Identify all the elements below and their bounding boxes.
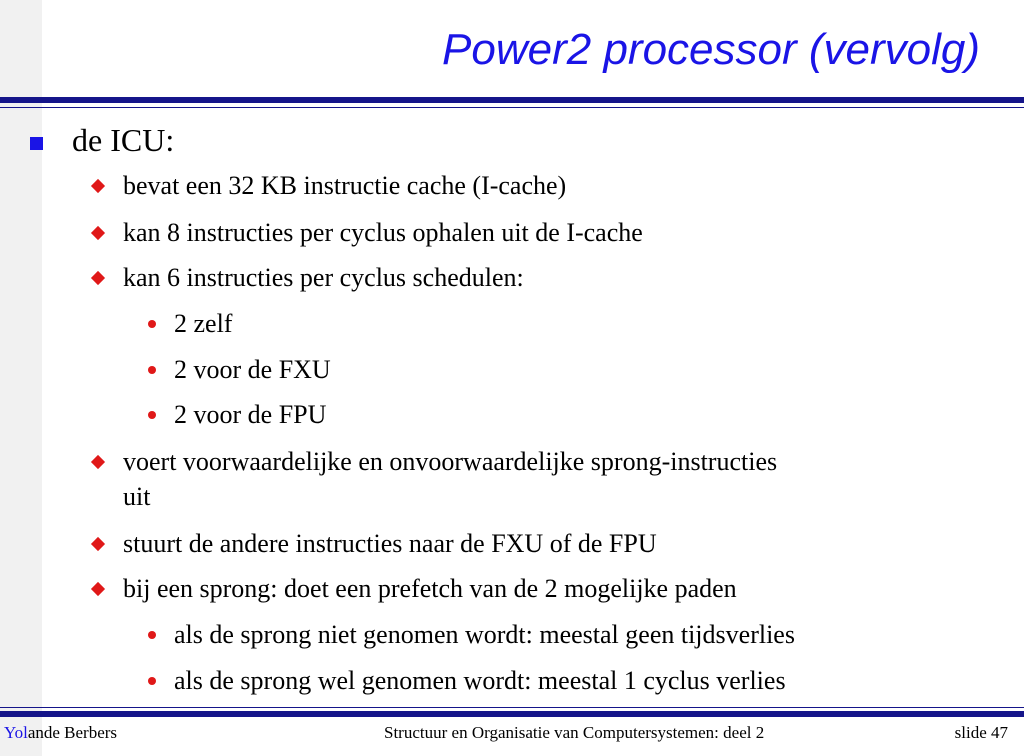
footer-course-title: Structuur en Organisatie van Computersystemen: deel 2 [384,723,765,742]
square-bullet-icon [30,137,43,150]
footer-author [4,722,117,744]
dot-bullet-icon [148,411,156,419]
dot-bullet-icon [148,677,156,685]
dot-bullet-icon [148,631,156,639]
diamond-bullet-icon [91,455,105,469]
diamond-bullet-icon [91,226,105,240]
diamond-bullet-icon [91,582,105,596]
slide-title: Power2 processor (vervolg) [442,25,980,74]
sub-bullet-item: 2 zelf [174,309,233,338]
diamond-bullet-icon [91,179,105,193]
footer-author-prefix: Yol [4,723,28,742]
sub-bullet-item: 2 voor de FXU [174,355,331,384]
top-divider-thin [0,107,1024,108]
top-divider-thick [0,97,1024,103]
bottom-divider-thick [0,711,1024,717]
dot-bullet-icon [148,366,156,374]
bullet-item-continuation: uit [123,482,151,511]
bullet-item: kan 6 instructies per cyclus schedulen: [123,263,524,292]
bullet-item: bevat een 32 KB instructie cache (I-cache) [123,171,567,200]
diamond-bullet-icon [91,537,105,551]
sub-bullet-item: als de sprong niet genomen wordt: meestal geen tijdsverlies [174,620,795,649]
footer-slide-number: slide 47 [954,723,1008,742]
footer-author-rest: ande Berbers [27,723,118,742]
bullet-item: kan 8 instructies per cyclus ophalen uit de I-cache [123,218,643,247]
bullet-item: voert voorwaardelijke en onvoorwaardelijke sprong-instructies [123,447,778,476]
bullet-item: stuurt de andere instructies naar de FXU of de FPU [123,529,657,558]
sub-bullet-item: als de sprong wel genomen wordt: meestal 1 cyclus verlies [174,666,786,695]
bullet-item: bij een sprong: doet een prefetch van de 2 mogelijke paden [123,574,737,603]
left-margin-strip [0,0,42,756]
bottom-divider-thin [0,707,1024,708]
diamond-bullet-icon [91,271,105,285]
dot-bullet-icon [148,320,156,328]
sub-bullet-item: 2 voor de FPU [174,400,327,429]
bullet-item-icu: de ICU: [72,122,175,158]
